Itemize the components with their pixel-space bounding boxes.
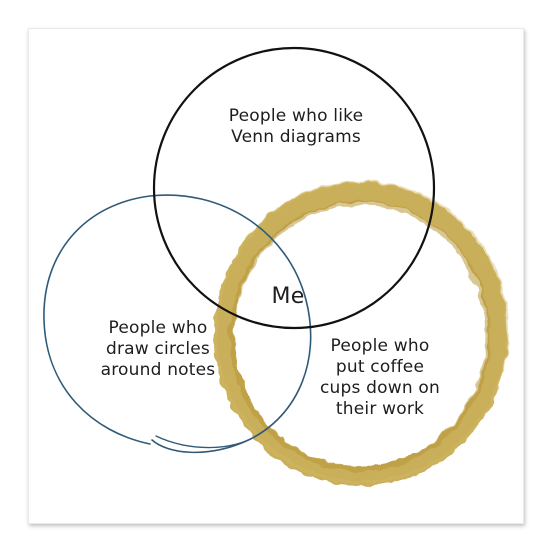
blue-circle-tail-stroke [156,432,262,448]
coffee-cups-set-label: People who put coffee cups down on their work [319,336,441,419]
draw-circles-set-label: People who draw circles around notes [100,318,216,380]
venn-diagrams-set-label: People who like Venn diagrams [228,106,364,147]
coffee-ring-outer-stain [224,192,498,476]
intersection-me-label: Me [271,284,305,309]
